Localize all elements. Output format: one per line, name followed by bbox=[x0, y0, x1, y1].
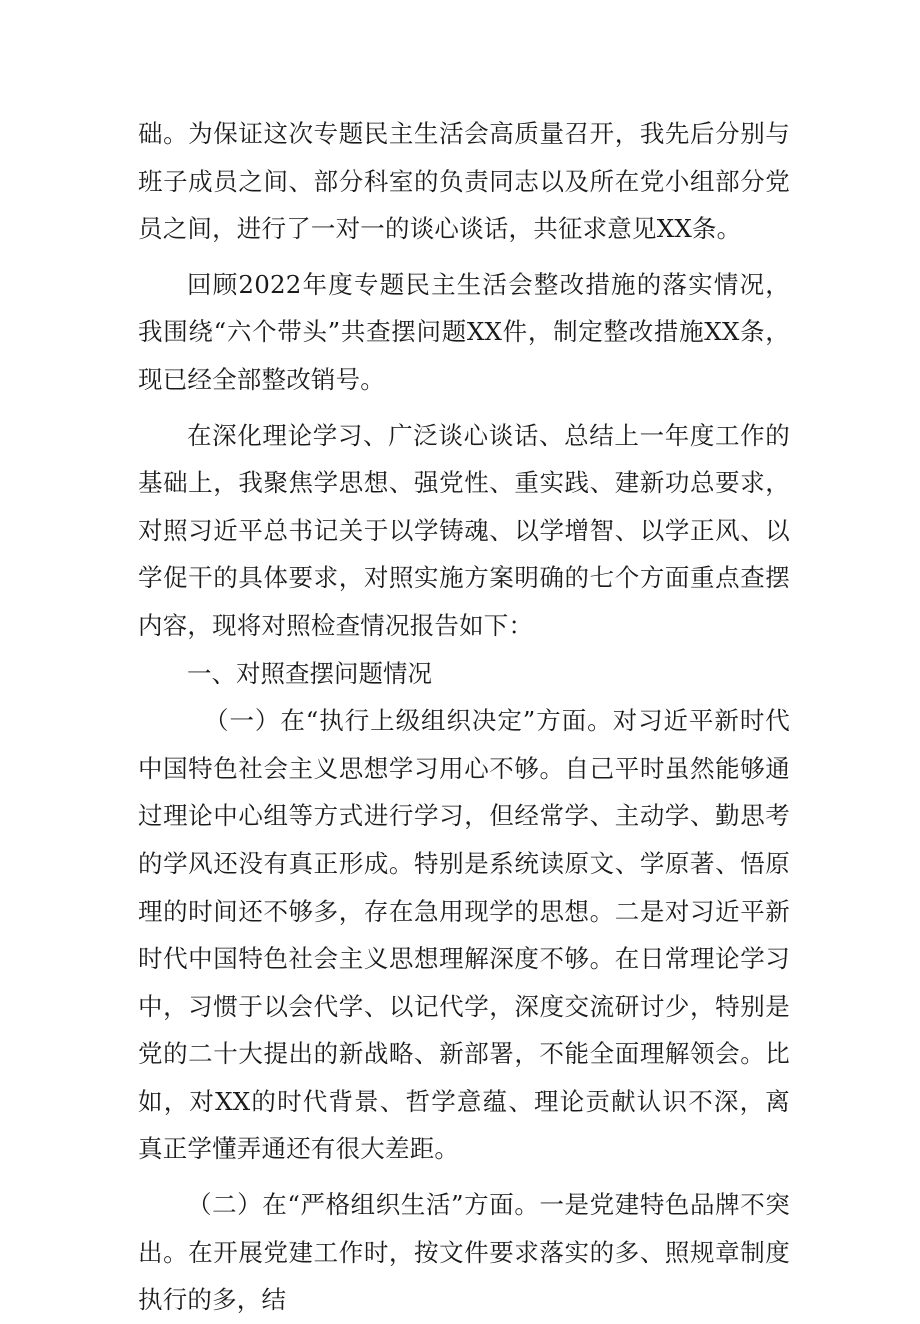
document-page bbox=[138, 110, 790, 1324]
paragraph-2: 回顾2022年度专题民主生活会整改措施的落实情况，我围绕“六个带头”共查摆问题XX件，制定整改措施XX条，现已经全部整改销号。 bbox=[138, 269, 790, 394]
section-heading-1: 一、对照查摆问题情况 bbox=[187, 658, 432, 688]
paragraph-5: （二）在“严格组织生活”方面。一是党建特色品牌不突出。在开展党建工作时，按文件要求落实的多、照规章制度执行的多，结 bbox=[138, 1190, 790, 1315]
paragraph-1: 础。为保证这次专题民主生活会高质量召开，我先后分别与班子成员之间、部分科室的负责同志以及所在党小组部分党员之间，进行了一对一的谈心谈话，共征求意见XX条。 bbox=[138, 119, 790, 244]
paragraph-3: 在深化理论学习、广泛谈心谈话、总结上一年度工作的基础上，我聚焦学思想、强党性、重实践、建新功总要求，对照习近平总书记关于以学铸魂、以学增智、以学正风、以学促干的具体要求，对照实施方案明确的七个方面重点查摆内容，现将对照检查情况报告如下： bbox=[138, 420, 790, 640]
paragraph-4: （一）在“执行上级组织决定”方面。对习近平新时代中国特色社会主义思想学习用心不够。自己平时虽然能够通过理论中心组等方式进行学习，但经常学、主动学、勤思考的学风还没有真正形成。特别是系统读原文、学原著、悟原理的时间还不够多，存在急用现学的思想。二是对习近平新时代中国特色社会主义思想理解深度不够。在日常理论学习中，习惯于以会代学、以记代学，深度交流研讨少，特别是党的二十大提出的新战略、新部署，不能全面理解领会。比如，对XX的时代背景、哲学意蕴、理论贡献认识不深，离真正学懂弄通还有很大差距。 bbox=[138, 706, 790, 1164]
